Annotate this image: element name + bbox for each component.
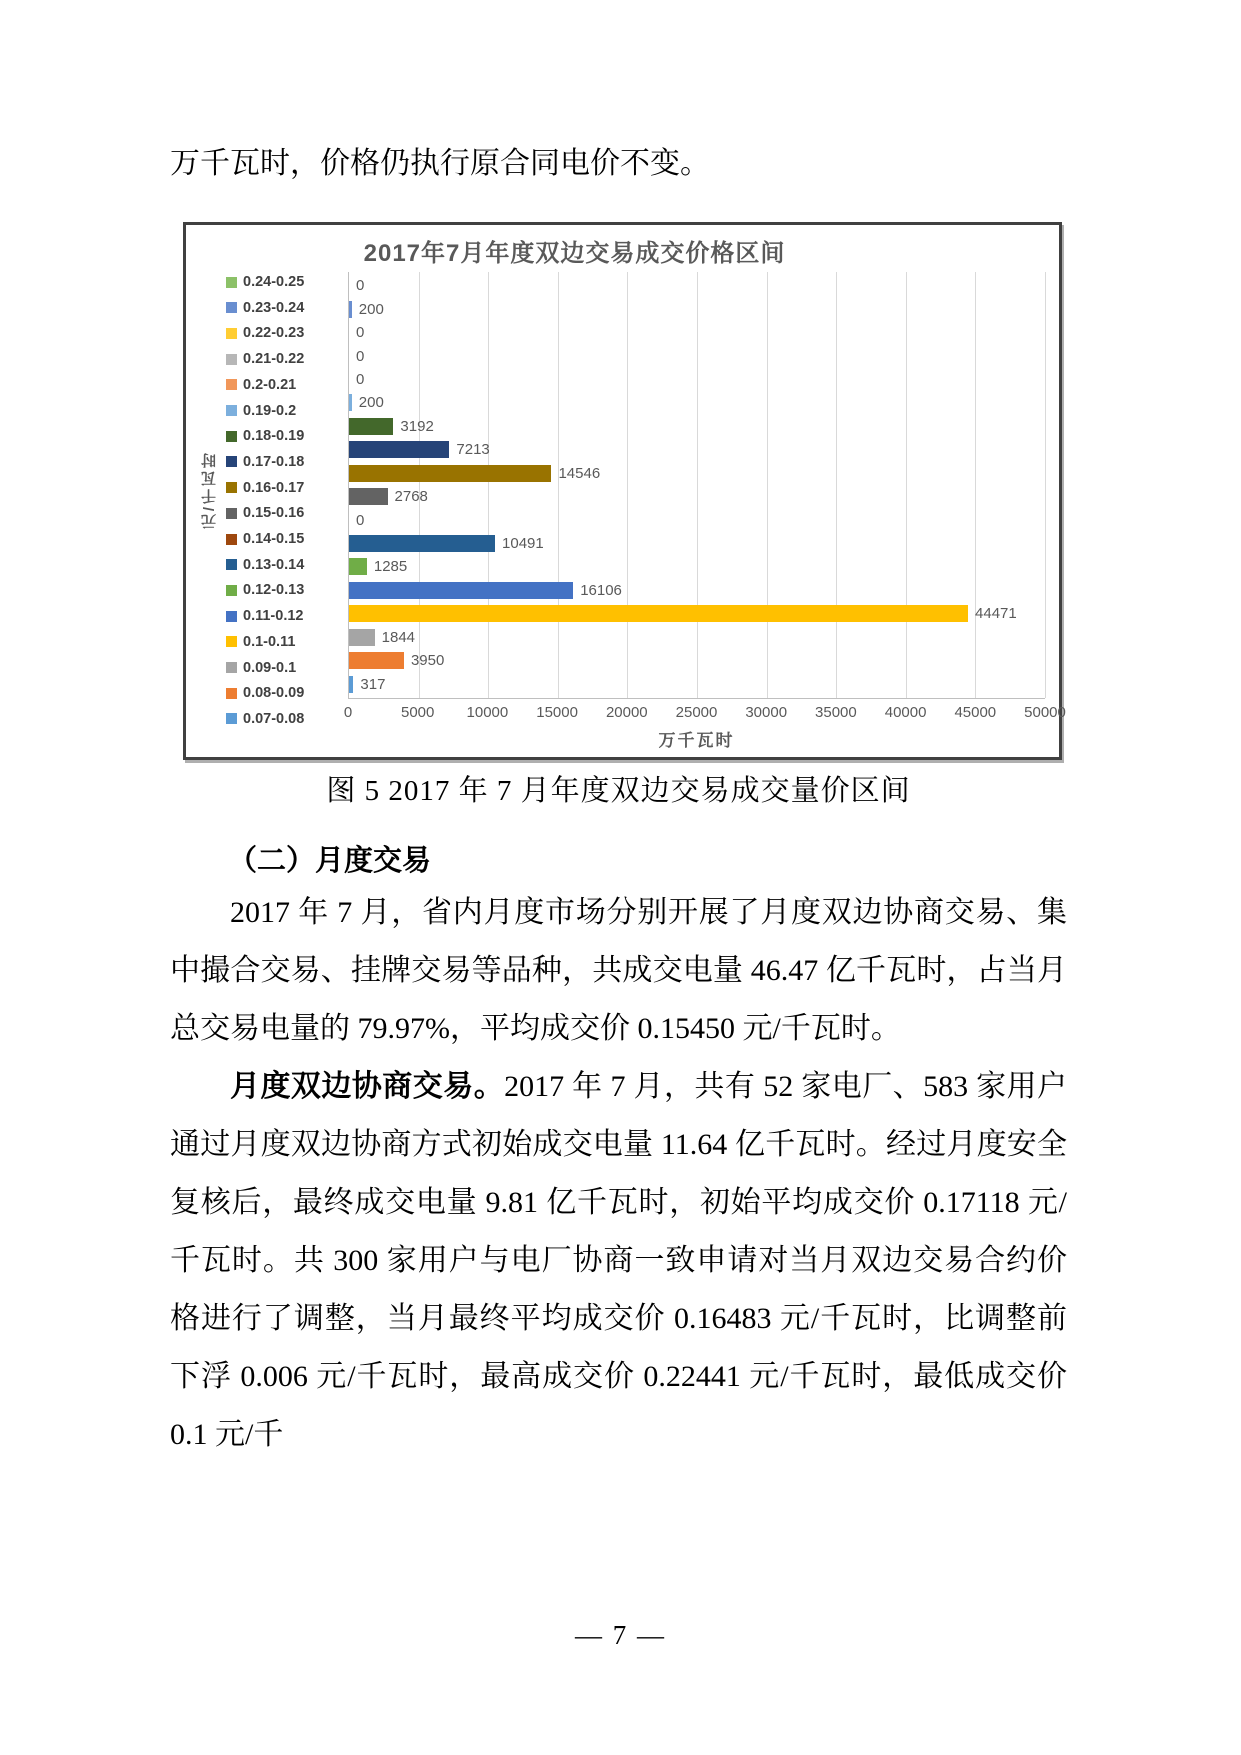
bar-row [349,508,1045,531]
x-tick-label: 10000 [466,704,509,721]
legend-label: 0.24-0.25 [243,274,305,290]
text-run: 2017 年 7 月，省内月度市场分别开展了月度双边协商交易、集中撮合交易、挂牌交易等品种，共成交电量 46.47 亿千瓦时，占当月总交易电量的 79.97%，平均成交价 0.15450 元/千瓦时。 [170,896,1067,1045]
legend-item [226,685,348,701]
legend-label: 0.22-0.23 [243,325,305,342]
x-tick-label: 5000 [401,704,435,721]
legend-item [226,300,348,316]
legend-item [226,351,348,367]
legend-item [226,660,348,676]
x-tick-label: 35000 [815,704,857,721]
bar-0.08-0.09 [349,652,404,669]
legend-swatch [226,302,237,313]
bars [349,272,1045,698]
chart-title: 2017年7月年度双边交易成交价格区间 [363,240,786,267]
legend-item [226,608,348,624]
chart-main [194,272,1066,753]
x-tick-label: 40000 [884,704,927,721]
bar-value-label: 3192 [400,417,434,435]
bar-row [349,438,1045,461]
bar-row [349,485,1045,508]
legend-label: 0.12-0.13 [243,582,305,599]
y-axis-title-text: 元/千瓦时 [200,449,218,530]
legend-swatch [226,456,237,467]
bar-0.1-0.11 [349,605,968,622]
bold-text-run: 月度双边协商交易。 [230,1070,505,1103]
legend-swatch [226,636,237,647]
legend-label: 0.14-0.15 [243,531,305,548]
bar-row [349,391,1045,414]
x-tick-label: 45000 [954,704,997,721]
legend-label: 0.09-0.1 [243,659,297,676]
bar-row [349,672,1045,695]
legend-swatch [226,688,237,699]
figure-caption: 图 5 2017 年 7 月年度双边交易成交量价区间 [326,775,911,807]
legend-item [226,274,348,290]
legend-swatch [226,277,237,288]
bar-row [349,344,1045,367]
legend-label: 0.21-0.22 [243,351,305,368]
legend-swatch [226,431,237,442]
x-tick-label: 50000 [1024,704,1066,721]
bar-row [349,274,1045,297]
bar-0.13-0.14 [349,535,495,552]
section-heading: （二）月度交易 [228,845,432,877]
bar-value-label: 10491 [502,535,544,553]
intro-line: 万千瓦时，价格仍执行原合同电价不变。 [170,147,710,180]
bar-row [349,649,1045,672]
x-tick-label: 30000 [745,704,788,721]
bar-0.15-0.16 [349,488,388,505]
bar-value-label: 0 [356,511,365,529]
bar-value-label: 16106 [580,581,622,599]
legend-item [226,634,348,650]
legend-label: 0.16-0.17 [243,479,305,496]
bar-value-label: 0 [356,324,365,342]
bar-row [349,462,1045,485]
bar-value-label: 3950 [410,652,445,670]
legend-item [226,454,348,470]
legend-swatch [226,405,237,416]
bar-0.09-0.1 [349,629,375,646]
legend-item [226,711,348,727]
legend-label: 0.17-0.18 [243,453,305,470]
legend-label: 0.1-0.11 [243,633,296,650]
legend-swatch [226,713,237,724]
bar-0.12-0.13 [349,558,367,575]
y-axis-title [194,272,224,753]
bar-row [349,297,1045,320]
bar-value-label: 1844 [381,628,416,646]
plot-column [343,272,1066,753]
bar-value-label: 7213 [456,441,490,459]
bar-0.07-0.08 [349,676,353,693]
legend-label: 0.2-0.21 [243,376,297,393]
legend-item [226,531,348,547]
body-paragraphs [170,884,1067,1464]
legend-swatch [226,534,237,545]
legend-swatch [226,611,237,622]
x-tick-label: 0 [343,704,353,721]
legend-item [226,403,348,419]
bar-value-label: 200 [358,394,384,412]
bar-row [349,626,1045,649]
bar-value-label: 44471 [975,605,1017,623]
gridline [1045,272,1046,698]
bar-value-label: 1285 [373,558,408,576]
bar-0.16-0.17 [349,465,551,482]
legend-swatch [226,482,237,493]
legend-label: 0.13-0.14 [243,556,305,573]
legend-item [226,582,348,598]
legend-swatch [226,379,237,390]
x-tick-label: 25000 [675,704,718,721]
bar-row [349,532,1045,555]
bar-row [349,602,1045,625]
legend-item [226,505,348,521]
bar-value-label: 317 [360,675,386,693]
body-paragraph [170,1058,1067,1464]
bar-row [349,555,1045,578]
legend-label: 0.19-0.2 [243,402,297,419]
chart-legend [224,272,348,753]
legend-label: 0.08-0.09 [243,685,305,702]
legend-item [226,377,348,393]
legend-swatch [226,354,237,365]
bar-value-label: 0 [356,277,365,295]
legend-label: 0.11-0.12 [243,608,304,625]
bar-0.17-0.18 [349,441,449,458]
legend-item [226,428,348,444]
legend-item [226,480,348,496]
legend-swatch [226,508,237,519]
legend-item [226,557,348,573]
bar-row [349,368,1045,391]
legend-item [226,325,348,341]
plot-area [348,272,1045,699]
x-tick-label: 20000 [605,704,648,721]
bar-value-label: 0 [356,370,365,388]
legend-swatch [226,585,237,596]
legend-label: 0.15-0.16 [243,505,305,522]
chart-figure [183,222,1066,760]
bar-value-label: 14546 [558,464,601,482]
legend-label: 0.18-0.19 [243,428,305,445]
x-tick-label: 15000 [536,704,578,721]
bar-value-label: 2768 [394,488,428,506]
x-axis-title: 万千瓦时 [658,731,735,750]
x-ticks [343,704,1066,724]
bar-row [349,579,1045,602]
body-paragraph [170,884,1067,1058]
bar-value-label: 0 [356,347,365,365]
bar-0.23-0.24 [349,301,352,318]
bar-0.18-0.19 [349,418,393,435]
legend-label: 0.07-0.08 [243,710,305,727]
page-number: — 7 — [575,1620,666,1650]
legend-label: 0.23-0.24 [243,299,305,316]
legend-swatch [226,328,237,339]
bar-value-label: 200 [358,300,384,318]
legend-swatch [226,662,237,673]
bar-row [349,321,1045,344]
bar-0.11-0.12 [349,582,573,599]
legend-swatch [226,559,237,570]
text-run: 2017 年 7 月，共有 52 家电厂、583 家用户通过月度双边协商方式初始成交电量 11.64 亿千瓦时。经过月度安全复核后，最终成交电量 9.81 亿千瓦时，初始平均成交价 0.17118 元/千瓦时。共 300 家用户与电厂协商一致申请对当月双边交易合约价格进行了调整，当月最终平均成交价 0.16483 元/千瓦时，比调整前下浮 0.006 元/千瓦时，最高成交价 0.22441 元/千瓦时，最低成交价 0.1 元/千 [170,1070,1068,1451]
bar-row [349,415,1045,438]
bar-0.19-0.2 [349,394,352,411]
